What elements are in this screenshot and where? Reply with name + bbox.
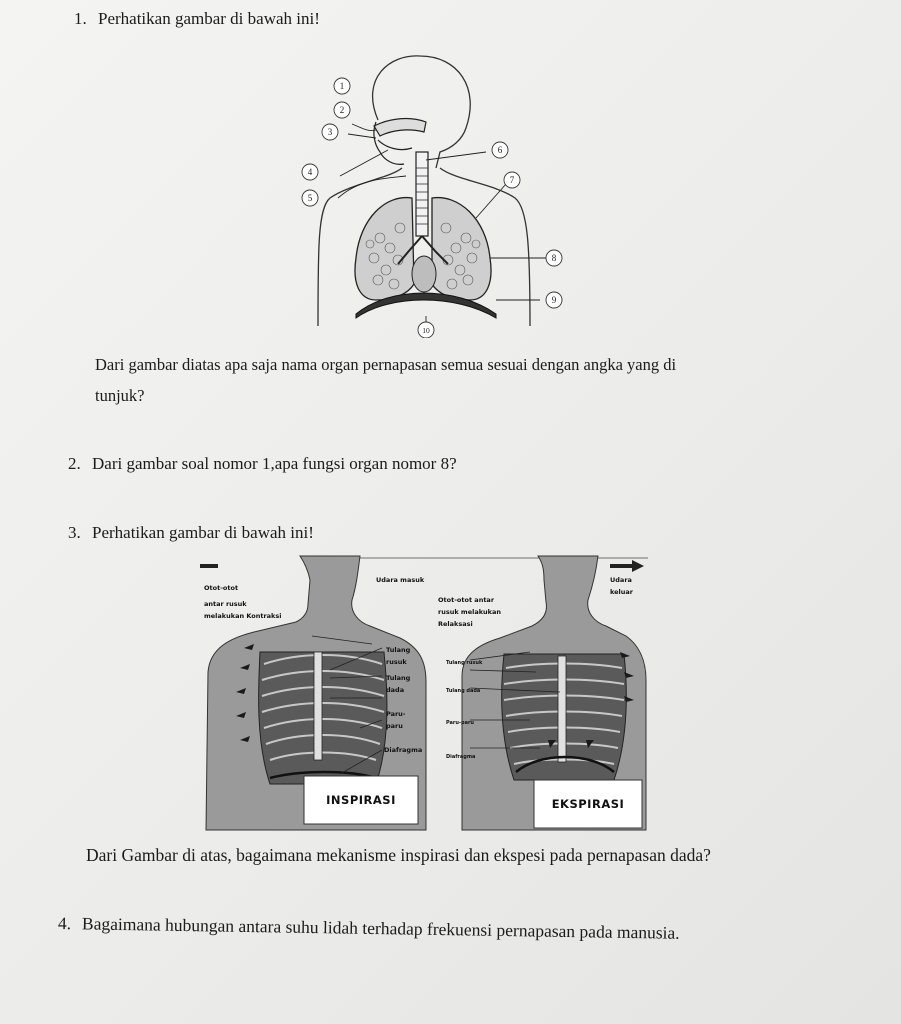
question-3	[68, 522, 314, 544]
heart	[412, 256, 436, 292]
inspiration-sternum-label-1: Tulang	[386, 674, 411, 682]
expiration-diaphragm-label: Diafragma	[446, 754, 476, 760]
respiratory-system-figure	[290, 48, 570, 338]
question-1	[74, 8, 320, 30]
question-4-number: 4.	[57, 913, 72, 934]
inspiration-air-label: Udara masuk	[376, 576, 425, 584]
question-1-prompt	[95, 349, 835, 411]
inspiration-rib-label-1: Tulang	[386, 646, 411, 654]
expiration-muscle-label-2: rusuk melakukan	[438, 608, 501, 616]
breathing-mechanism-figure	[200, 552, 655, 834]
expiration-muscle-label-1: Otot-otot antar	[438, 596, 495, 604]
inspiration-lung-label-1: Paru-	[386, 710, 406, 718]
expiration-lung-label: Paru-paru	[446, 720, 474, 726]
figure-1-label-1: 1	[339, 81, 345, 91]
question-3-prompt: Dari Gambar di atas, bagaimana mekanisme inspirasi dan ekspesi pada pernapasan dada?	[86, 845, 711, 865]
nasal-cavity	[374, 119, 426, 136]
inspiration-air-arrow	[200, 560, 218, 572]
question-4	[58, 912, 680, 944]
inspiration-rib-label-2: rusuk	[386, 658, 407, 666]
figure-1-label-2: 2	[339, 105, 345, 115]
expiration-air-arrow	[610, 560, 644, 572]
expiration-rib-label: Tulang rusuk	[446, 660, 483, 666]
question-2	[68, 453, 457, 475]
inspiration-lung-label-2: paru	[386, 722, 403, 730]
question-1-text: Perhatikan gambar di bawah ini!	[98, 9, 320, 28]
question-4-text: Bagaimana hubungan antara suhu lidah terhadap frekuensi pernapasan pada manusia.	[81, 913, 680, 943]
figure-1-label-10: 10	[422, 326, 430, 335]
head-outline	[373, 56, 471, 168]
inspiration-muscle-label-1: Otot-otot	[204, 584, 239, 592]
figure-1-label-7: 7	[509, 175, 515, 185]
figure-1-label-5: 5	[307, 193, 313, 203]
expiration-box-label: EKSPIRASI	[551, 797, 625, 811]
figure-1-label-8: 8	[551, 253, 557, 263]
left-lung	[355, 198, 414, 300]
question-1-prompt-line-2: tunjuk?	[95, 386, 145, 405]
figure-1-label-6: 6	[497, 145, 503, 155]
inspiration-muscle-label-3: melakukan Kontraksi	[204, 612, 282, 620]
question-1-number: 1.	[74, 9, 87, 28]
expiration-air-label-1: Udara	[610, 576, 632, 584]
inspiration-sternum-label-2: dada	[386, 686, 405, 694]
inspiration-muscle-label-2: antar rusuk	[204, 600, 247, 608]
question-2-number: 2.	[68, 454, 81, 473]
inspiration-box-label: INSPIRASI	[326, 793, 396, 807]
right-lung	[432, 198, 491, 300]
figure-1-label-9: 9	[551, 295, 557, 305]
figure-1-label-4: 4	[307, 167, 313, 177]
expiration-air-label-2: keluar	[610, 588, 634, 596]
inspiration-panel	[200, 556, 426, 830]
figure-1-label-3: 3	[327, 127, 333, 137]
expiration-sternum-label: Tulang dada	[446, 688, 481, 694]
inspiration-diaphragm-label: Diafragma	[384, 746, 423, 754]
expiration-muscle-label-3: Relaksasi	[438, 620, 473, 628]
question-3-text: Perhatikan gambar di bawah ini!	[92, 523, 314, 542]
mouth-outline	[378, 140, 412, 150]
expiration-panel	[438, 556, 646, 830]
trachea	[416, 152, 428, 236]
question-2-text: Dari gambar soal nomor 1,apa fungsi organ nomor 8?	[92, 454, 457, 473]
question-3-number: 3.	[68, 523, 81, 542]
question-1-prompt-line-1: Dari gambar diatas apa saja nama organ pernapasan semua sesuai dengan angka yang di	[95, 355, 677, 374]
